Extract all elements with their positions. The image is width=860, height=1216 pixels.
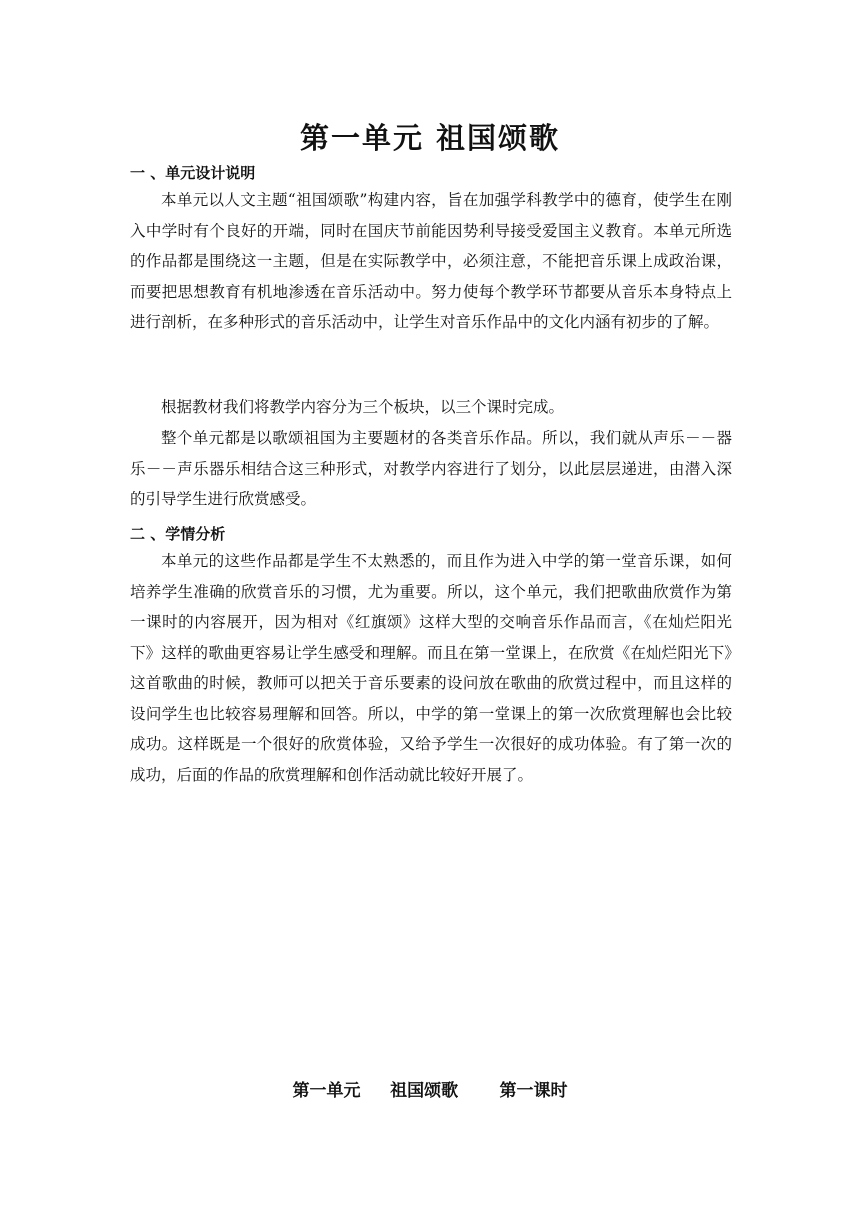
paragraph-unit-works: 整个单元都是以歌颂祖国为主要题材的各类音乐作品。所以，我们就从声乐－－器乐－－声乐器乐相结合这三种形式，对教学内容进行了划分，以此层层递进，由潜入深的引导学生进行欣赏感受。: [130, 429, 732, 508]
paragraph-unit-intro: 本单元以人文主题“祖国颂歌”构建内容，旨在加强学科教学中的德育，使学生在刚入中学时有个良好的开端，同时在国庆节前能因势利导接受爱国主义教育。本单元所选的作品都是围绕这一主题，但是在实际教学中，必须注意，不能把音乐课上成政治课，而要把思想教育有机地渗透在音乐活动中。努力使每个教学环节都要从音乐本身特点上进行剖析，在多种形式的音乐活动中，让学生对音乐作品中的文化内涵有初步的了解。: [130, 191, 732, 331]
lesson-title: 第一单元 祖国颂歌 第一课时: [292, 1081, 568, 1101]
document-title: 第一单元 祖国颂歌: [299, 121, 561, 155]
paragraph-student-analysis: 本单元的这些作品都是学生不太熟悉的，而且作为进入中学的第一堂音乐课，如何培养学生准确的欣赏音乐的习惯，尤为重要。所以，这个单元，我们把歌曲欣赏作为第一课时的内容展开，因为相对《红旗颂》这样大型的交响音乐作品而言，《在灿烂阳光下》这样的歌曲更容易让学生感受和理解。而且在第一堂课上，在欣赏《在灿烂阳光下》这首歌曲的时候，教师可以把关于音乐要素的设问放在歌曲的欣赏过程中，而且这样的设问学生也比较容易理解和回答。所以，中学的第一堂课上的第一次欣赏理解也会比较成功。这样既是一个很好的欣赏体验，又给予学生一次很好的成功体验。有了第一次的成功，后面的作品的欣赏理解和创作活动就比较好开展了。: [130, 552, 732, 784]
paragraph-three-sections: 根据教材我们将教学内容分为三个板块，以三个课时完成。: [161, 398, 565, 416]
section-heading-unit-design: 一 、单元设计说明: [130, 164, 256, 182]
section-heading-student-analysis: 二 、学情分析: [130, 525, 226, 543]
